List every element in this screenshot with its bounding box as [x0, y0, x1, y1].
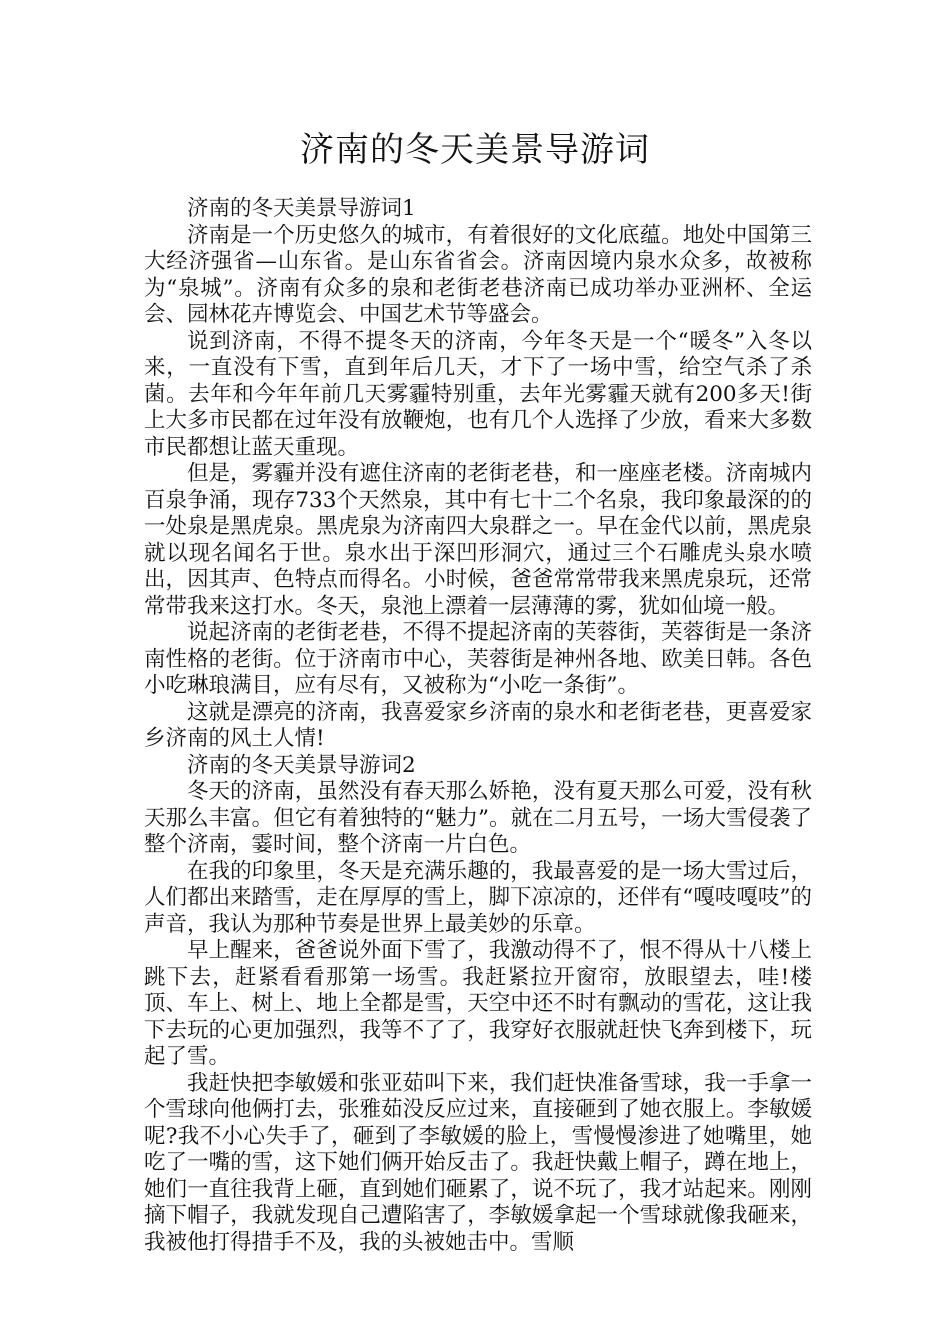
document-body	[144, 196, 812, 1256]
paragraph: 冬天的济南，虽然没有春天那么娇艳，没有夏天那么可爱，没有秋天那么丰富。但它有着独特的“魅力”。就在二月五号，一场大雪侵袭了整个济南，霎时间，整个济南一片白色。	[144, 779, 812, 857]
paragraph: 但是，雾霾并没有遮住济南的老街老巷，和一座座老楼。济南城内百泉争涌，现存733个天然泉，其中有七十二个名泉，我印象最深的的一处泉是黑虎泉。黑虎泉为济南四大泉群之一。早在金代以前，黑虎泉就以现名闻名于世。泉水出于深凹形洞穴，通过三个石雕虎头泉水喷出，因其声、色特点而得名。小时候，爸爸常常带我来黑虎泉玩，还常常带我来这打水。冬天，泉池上漂着一层薄薄的雾，犹如仙境一般。	[144, 461, 812, 619]
paragraph: 这就是漂亮的济南，我喜爱家乡济南的泉水和老街老巷，更喜爱家乡济南的风土人情!	[144, 699, 812, 751]
paragraph: 济南是一个历史悠久的城市，有着很好的文化底蕴。地处中国第三大经济强省—山东省。是山东省省会。济南因境内泉水众多，故被称为“泉城”。济南有众多的泉和老街老巷济南已成功举办亚洲杯、全运会、园林花卉博览会、中国艺术节等盛会。	[144, 222, 812, 327]
document-title: 济南的冬天美景导游词	[300, 130, 650, 170]
section-heading-2: 济南的冬天美景导游词2	[187, 752, 416, 778]
paragraph: 早上醒来，爸爸说外面下雪了，我激动得不了，恨不得从十八楼上跳下去，赶紧看看那第一场雪。我赶紧拉开窗帘，放眼望去，哇!楼顶、车上、树上、地上全都是雪，天空中还不时有飘动的雪花，这让我下去玩的心更加强烈，我等不了了，我穿好衣服就赶快飞奔到楼下，玩起了雪。	[144, 938, 812, 1069]
paragraph: 说到济南，不得不提冬天的济南，今年冬天是一个“暖冬”入冬以来，一直没有下雪，直到年后几天，才下了一场中雪，给空气杀了杀菌。去年和今年年前几天雾霾特别重，去年光雾霾天就有200多天!街上大多市民都在过年没有放鞭炮，也有几个人选择了少放，看来大多数市民都想让蓝天重现。	[144, 328, 812, 460]
paragraph: 我赶快把李敏媛和张亚茹叫下来，我们赶快准备雪球，我一手拿一个雪球向他俩打去，张雅茹没反应过来，直接砸到了她衣服上。李敏媛呢?我不小心失手了，砸到了李敏媛的脸上，雪慢慢渗进了她嘴里，她吃了一嘴的雪，这下她们俩开始反击了。我赶快戴上帽子，蹲在地上，她们一直往我背上砸，直到她们砸累了，说不玩了，我才站起来。刚刚摘下帽子，我就发现自己遭陷害了，李敏媛拿起一个雪球就像我砸来，我被他打得措手不及，我的头被她击中。雪顺	[144, 1070, 812, 1255]
section-heading-1: 济南的冬天美景导游词1	[187, 196, 416, 221]
paragraph: 说起济南的老街老巷，不得不提起济南的芙蓉街，芙蓉街是一条济南性格的老街。位于济南市中心，芙蓉街是神州各地、欧美日韩。各色小吃琳琅满目，应有尽有，又被称为“小吃一条街”。	[144, 620, 812, 698]
paragraph: 在我的印象里，冬天是充满乐趣的，我最喜爱的是一场大雪过后，人们都出来踏雪，走在厚厚的雪上，脚下凉凉的，还伴有“嘎吱嘎吱”的声音，我认为那种节奏是世界上最美妙的乐章。	[144, 858, 812, 937]
